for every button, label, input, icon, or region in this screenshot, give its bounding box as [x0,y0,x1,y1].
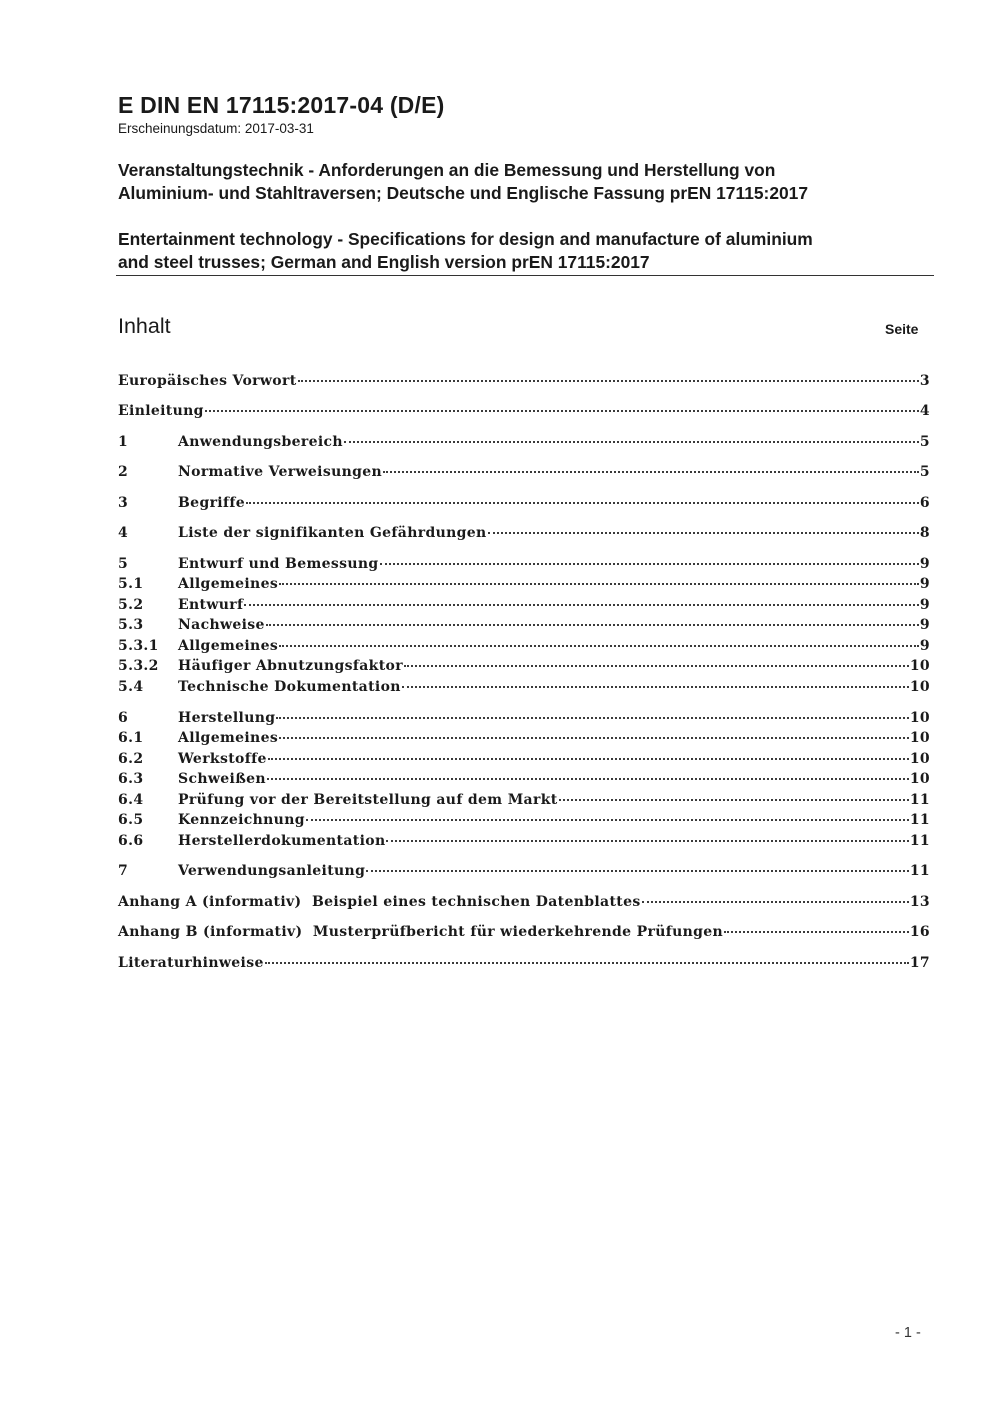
toc-entry-number: 6.3 [118,771,144,787]
title-english-line-2: and steel trusses; German and English version prEN 17115:2017 [118,252,650,272]
toc-entry-5-1[interactable] [118,574,930,594]
toc-entry-number: 3 [118,495,129,511]
toc-entry-title: Häufiger Abnutzungsfaktor [178,658,403,674]
toc-entry-page: 9 [919,597,930,613]
toc-leader-dots [488,532,919,534]
toc-entry-title: Allgemeines [178,638,279,654]
toc-entry-7[interactable] [118,861,930,881]
toc-entry-page: 5 [919,464,930,480]
toc-entry-page: 10 [909,751,930,767]
toc-leader-dots [298,380,919,382]
toc-entry-number: 6.6 [118,833,144,849]
toc-leader-dots [559,799,909,801]
toc-entry-title: Einleitung [118,403,204,419]
toc-entry-page: 17 [909,955,930,971]
toc-leader-dots [366,870,909,872]
toc-entry-number: 5.2 [118,597,144,613]
toc-leader-dots [386,840,908,842]
toc-leader-dots [380,563,919,565]
toc-entry-5-2[interactable] [118,595,930,615]
toc-entry-number: 4 [118,525,129,541]
toc-entry-title: Anhang B (informativ) Musterprüfbericht für wiederkehrende Prüfungen [118,924,724,940]
title-german-line-1: Veranstaltungstechnik - Anforderungen an die Bemessung und Herstellung von [118,160,776,180]
toc-entry-title: Anhang A (informativ) Beispiel eines technischen Datenblattes [118,894,641,910]
toc-leader-dots [276,717,908,719]
toc-leader-dots [246,502,919,504]
toc-entry-6[interactable] [118,708,930,728]
title-english [118,228,938,274]
toc-entry-title: Nachweise [178,617,265,633]
toc-leader-dots [265,962,909,964]
toc-page-column-label: Seite [885,321,919,337]
toc-entry-page: 10 [909,710,930,726]
toc-entry-number: 6.4 [118,792,144,808]
toc-entry-number: 6.1 [118,730,144,746]
toc-entry-5-3-2[interactable] [118,656,930,676]
toc-leader-dots [404,665,909,667]
title-german-line-2: Aluminium- und Stahltraversen; Deutsche und Englische Fassung prEN 17115:2017 [118,183,809,203]
toc-entry-number: 5.4 [118,679,144,695]
toc-leader-dots [244,604,919,606]
toc-entry-number: 1 [118,434,129,450]
toc-entry-page: 10 [909,679,930,695]
toc-entry-number: 2 [118,464,129,480]
toc-leader-dots [383,471,919,473]
toc-entry-title: Allgemeines [178,576,279,592]
toc-entry-page: 8 [919,525,930,541]
toc-leader-dots [642,901,909,903]
toc-entry-3[interactable] [118,493,930,513]
toc-leader-dots [724,931,909,933]
toc-entry-6-6[interactable] [118,831,930,851]
toc-entry-page: 4 [919,403,930,419]
toc-leader-dots [268,758,909,760]
toc-entry-title: Herstellung [178,710,276,726]
toc-entry-page: 10 [909,771,930,787]
toc-entry-number: 6 [118,710,129,726]
toc-entry-title: Werkstoffe [178,751,267,767]
toc-entry-title: Normative Verweisungen [178,464,383,480]
footer-page-number: - 1 - [895,1325,921,1341]
toc-leader-dots [402,686,909,688]
toc-entry-title: Verwendungsanleitung [178,863,366,879]
toc-entry-introduction[interactable] [118,401,930,421]
toc-entry-annex-b[interactable] [118,922,930,942]
toc-entry-6-3[interactable] [118,769,930,789]
toc-heading: Inhalt [118,314,171,338]
toc-entry-page: 11 [909,863,930,879]
toc-entry-annex-a[interactable] [118,892,930,912]
document-id: E DIN EN 17115:2017-04 (D/E) [118,92,445,118]
header-divider [116,275,934,276]
toc-entry-page: 9 [919,638,930,654]
toc-entry-title: Entwurf [178,597,244,613]
toc-entry-title: Anwendungsbereich [178,434,343,450]
toc-entry-number: 5 [118,556,129,572]
toc-leader-dots [344,441,919,443]
toc-leader-dots [306,819,909,821]
toc-entry-title: Prüfung vor der Bereitstellung auf dem Markt [178,792,558,808]
toc-entry-title: Begriffe [178,495,245,511]
toc-entry-4[interactable] [118,523,930,543]
toc-entry-title: Technische Dokumentation [178,679,401,695]
toc-entry-1[interactable] [118,432,930,452]
toc-entry-page: 13 [909,894,930,910]
toc-entry-page: 9 [919,556,930,572]
toc-entry-page: 11 [909,812,930,828]
toc-entry-title: Europäisches Vorwort [118,373,297,389]
toc-entry-number: 6.5 [118,812,144,828]
toc-entry-6-1[interactable] [118,728,930,748]
toc-entry-page: 5 [919,434,930,450]
toc-entry-title: Allgemeines [178,730,279,746]
release-date: Erscheinungsdatum: 2017-03-31 [118,121,314,136]
title-english-line-1: Entertainment technology - Specifications for design and manufacture of aluminium [118,229,813,249]
toc-entry-number: 5.3 [118,617,144,633]
toc-entry-title: Schweißen [178,771,266,787]
toc-entry-title: Literaturhinweise [118,955,264,971]
toc-entry-page: 3 [919,373,930,389]
toc-entry-bibliography[interactable] [118,953,930,973]
toc-entry-european-foreword[interactable] [118,371,930,391]
toc-leader-dots [266,624,919,626]
toc-entry-number: 5.1 [118,576,144,592]
toc-entry-page: 6 [919,495,930,511]
toc-leader-dots [205,410,919,412]
toc-entry-title: Herstellerdokumentation [178,833,386,849]
toc-entry-title: Kennzeichnung [178,812,305,828]
toc-entry-number: 6.2 [118,751,144,767]
toc-entry-page: 9 [919,617,930,633]
toc-entry-5-3[interactable] [118,615,930,635]
toc-entry-5[interactable] [118,554,930,574]
toc-leader-dots [267,778,909,780]
toc-entry-5-4[interactable] [118,677,930,697]
toc-entry-page: 11 [909,792,930,808]
toc-entry-6-5[interactable] [118,810,930,830]
toc-entry-number: 5.3.2 [118,658,159,674]
toc-leader-dots [279,645,919,647]
title-german [118,159,938,205]
toc-leader-dots [279,583,919,585]
toc-entry-page: 10 [909,658,930,674]
toc-entry-2[interactable] [118,462,930,482]
toc-entry-page: 11 [909,833,930,849]
toc-entry-page: 10 [909,730,930,746]
toc-leader-dots [279,737,909,739]
toc-entry-number: 5.3.1 [118,638,159,654]
toc-entry-title: Liste der signifikanten Gefährdungen [178,525,487,541]
toc-entry-number: 7 [118,863,129,879]
toc-entry-5-3-1[interactable] [118,636,930,656]
toc-entry-page: 16 [909,924,930,940]
toc-entry-page: 9 [919,576,930,592]
toc-entry-6-4[interactable] [118,790,930,810]
toc-entry-6-2[interactable] [118,749,930,769]
toc-entry-title: Entwurf und Bemessung [178,556,379,572]
